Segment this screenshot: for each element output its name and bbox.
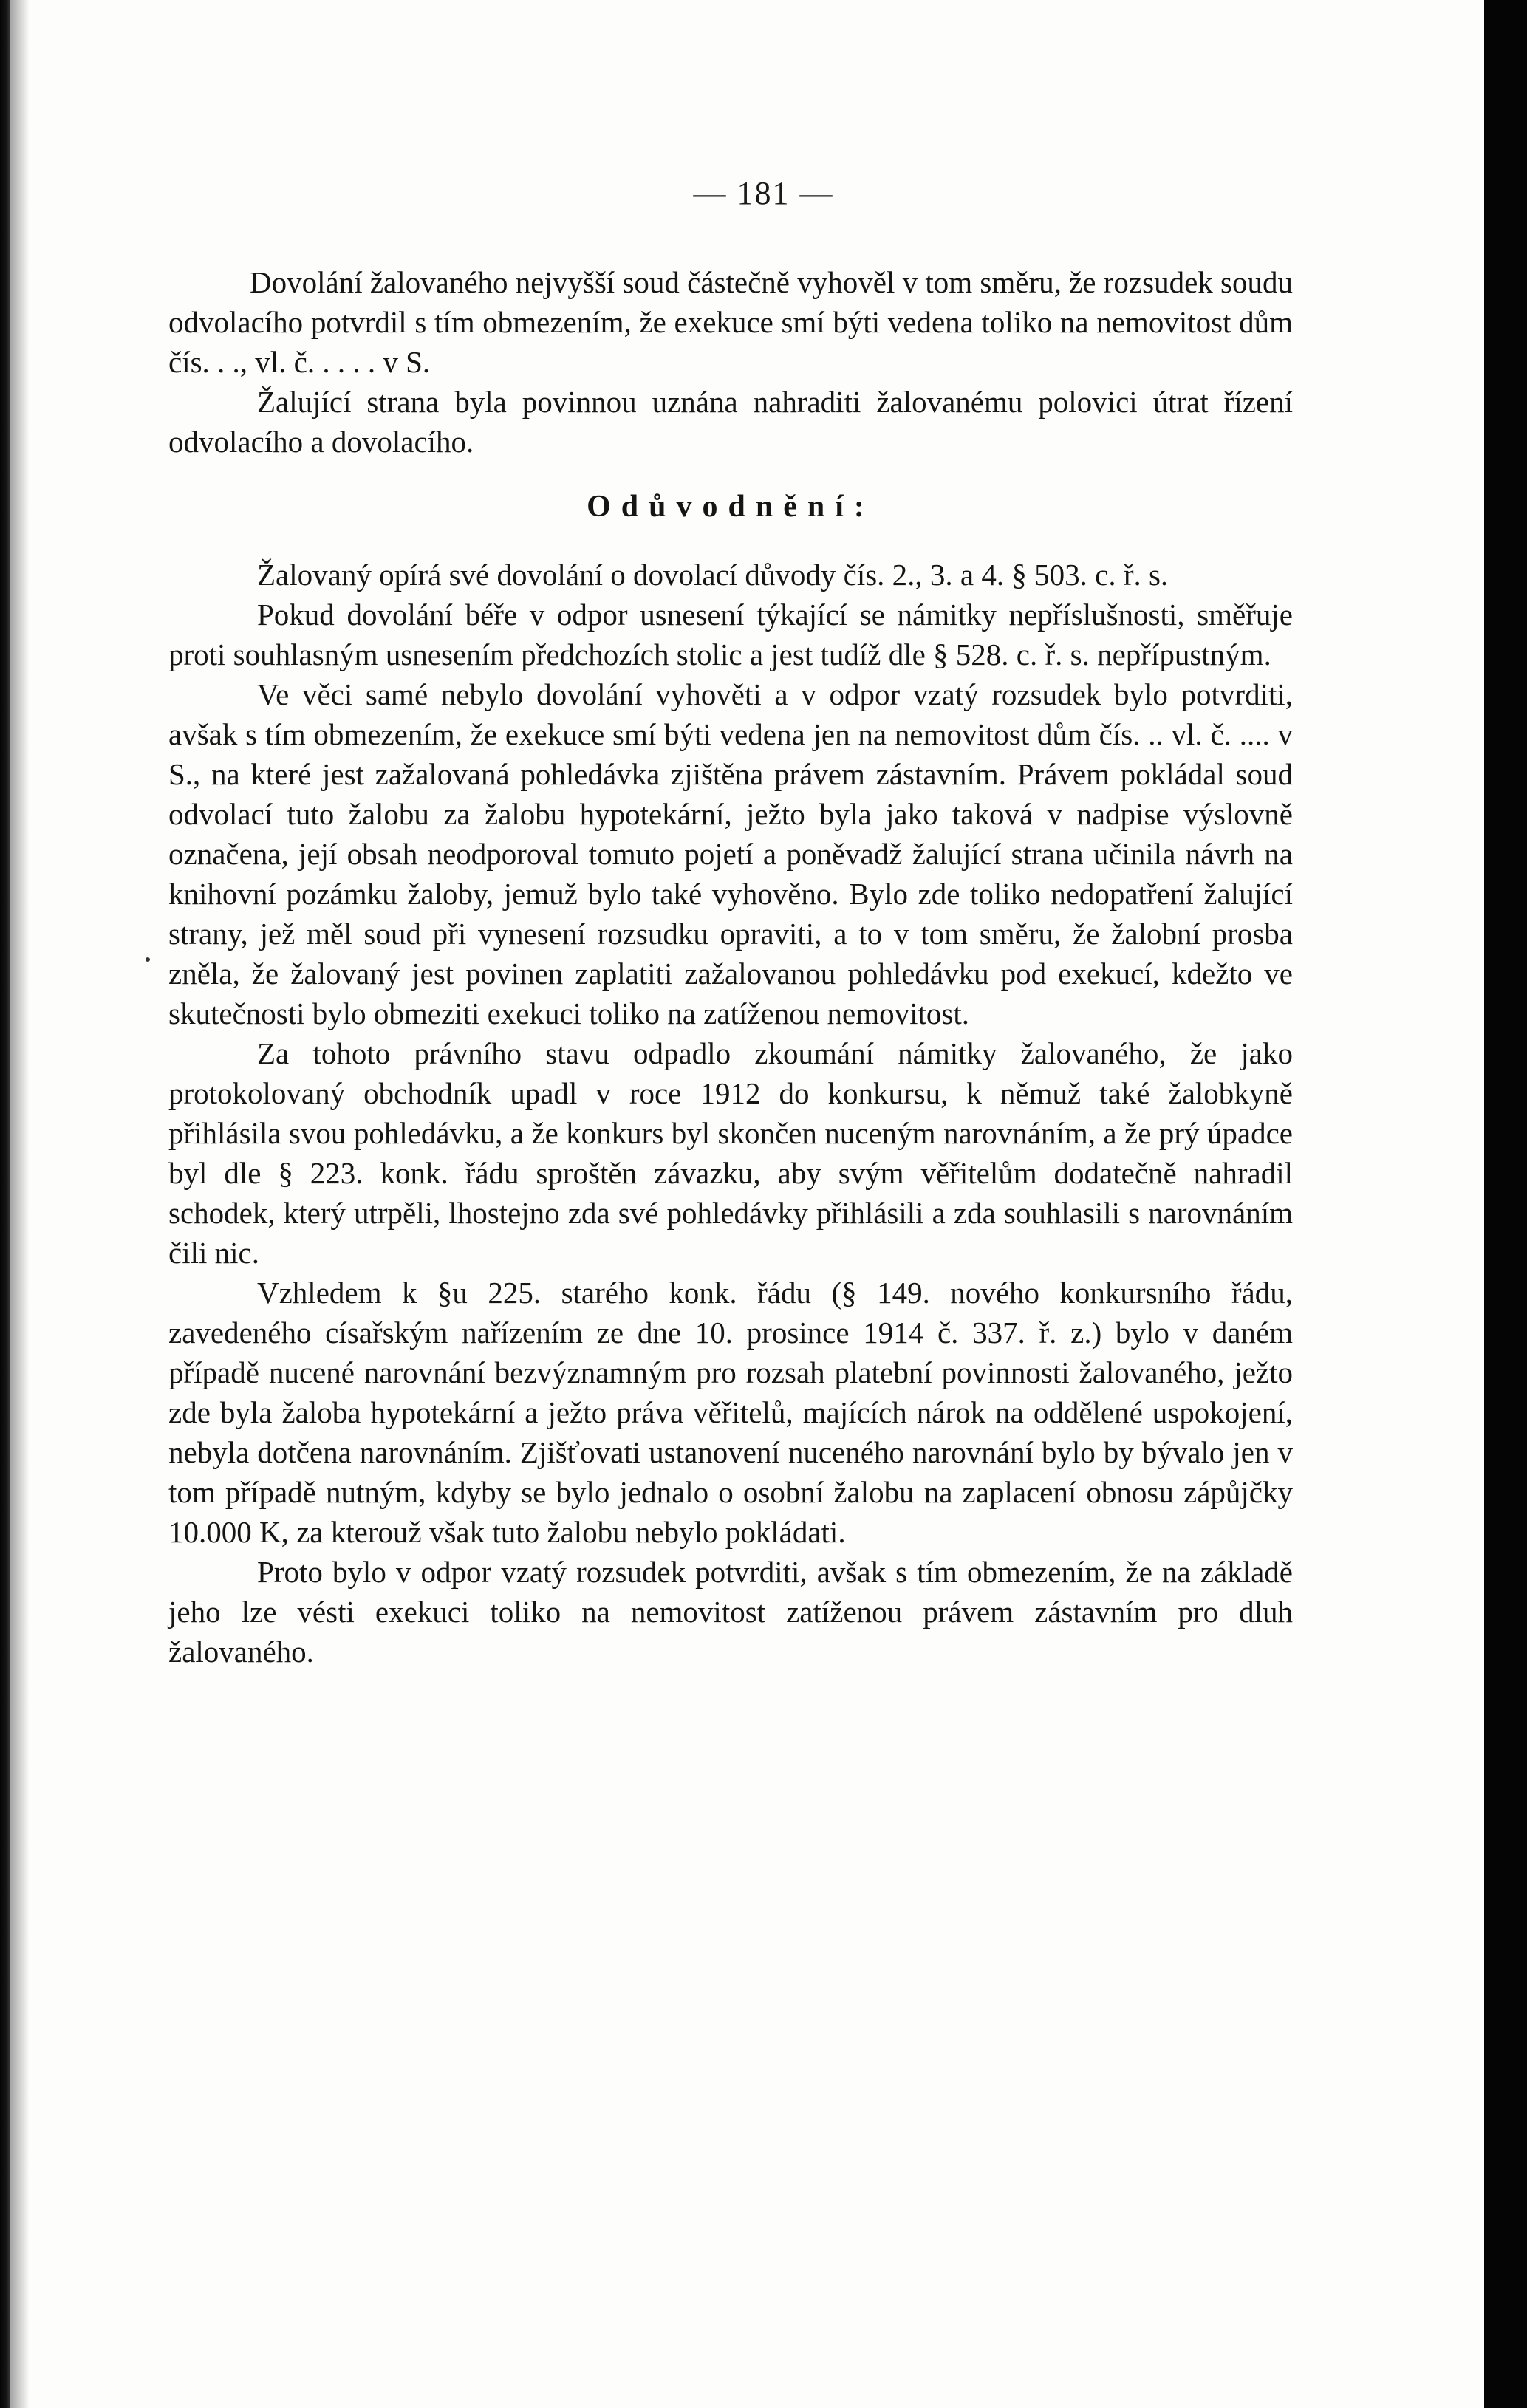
paragraph-costs: Žalující strana byla povinnou uznána nahraditi žalovanému polovici útrat řízení odvolacího a dovolacího.	[168, 385, 1293, 459]
paragraph-conclusion: Proto bylo v odpor vzatý rozsudek potvrditi, avšak s tím obmezením, že na základě jeho lze vésti exekuci toliko na nemovitost zatíženou právem zástavním pro dluh žalovaného.	[168, 1555, 1293, 1669]
paragraph-grounds: Žalovaný opírá své dovolání o dovolací důvody čís. 2., 3. a 4. § 503. c. ř. s.	[257, 558, 1169, 592]
scan-border-left	[0, 0, 10, 2408]
paragraph-bankruptcy: Za tohoto právního stavu odpadlo zkoumání námitky žalovaného, že jako protokolovaný obchodník upadl v roce 1912 do konkursu, k němuž také žalobkyně přihlásila svou pohledávku, a že konkurs byl skončen nuceným narovnáním, a že prý úpadce byl dle § 223. konk. řádu sproštěn závazku, aby svým věřitelům dodatečně nahradil schodek, který utrpěli, lhostejno zda své pohledávky přihlásili a zda souhlasili s narovnáním čili nic.	[168, 1036, 1293, 1270]
paragraph-verdict: Dovolání žalovaného nejvyšší soud částečně vyhověl v tom směru, že rozsudek soudu odvolacího potvrdil s tím obmezením, že exekuce smí býti vedena toliko na nemovitost dům čís. . ., vl. č. . . . . v S.	[168, 265, 1293, 379]
paragraph-composition: Vzhledem k §u 225. starého konk. řádu (§ 149. nového konkursního řádu, zavedeného císařským nařízením ze dne 10. prosince 1914 č. 337. ř. z.) bylo v daném případě nucené narovnání bezvýznamným pro rozsah platební povinnosti žalovaného, ježto zde byla žaloba hypotekární a ježto práva věřitelů, majících nárok na oddělené uspokojení, nebyla dotčena narovnáním. Zjišťovati ustanovení nuceného narovnání bylo by bývalo jen v tom případě nutným, kdyby se bylo jednalo o osobní žalobu na zaplacení obnosu zápůjčky 10.000 K, za kterouž však tuto žalobu nebylo pokládati.	[168, 1276, 1293, 1549]
section-heading: Odůvodnění:	[587, 490, 875, 524]
paragraph-merits: Ve věci samé nebylo dovolání vyhověti a v odpor vzatý rozsudek bylo potvrditi, avšak s tím obmezením, že exekuce smí býti vedena jen na nemovitost dům čís. .. vl. č. .... v S., na které jest zažalovaná pohledávka zjištěna právem zástavním. Právem pokládal soud odvolací tuto žalobu za žalobu hypotekární, ježto byla jako taková v nadpise výslovně označena, její obsah neodporoval tomuto pojetí a poněvadž žalující strana učinila návrh na knihovní pozámku žaloby, jemuž bylo také vyhověno. Bylo zde toliko nedopatření žalující strany, jež měl soud při vynesení rozsudku opraviti, a to v tom směru, že žalobní prosba zněla, že žalovaný jest povinen zaplatiti zažalovanou pohledávku pod exekucí, kdežto ve skutečnosti bylo obmeziti exekuci toliko na zatíženou nemovitost.	[168, 677, 1293, 1030]
scan-border-right	[1484, 0, 1527, 2408]
page-gutter-shadow	[10, 0, 30, 2408]
margin-mark	[146, 957, 150, 962]
page-number: — 181 —	[693, 175, 834, 211]
paragraph-jurisdiction: Pokud dovolání béře v odpor usnesení týkající se námitky nepříslušnosti, směřuje proti souhlasným usnesením předchozích stolic a jest tudíž dle § 528. c. ř. s. nepřípustným.	[168, 598, 1293, 671]
text-body	[168, 262, 1293, 1672]
